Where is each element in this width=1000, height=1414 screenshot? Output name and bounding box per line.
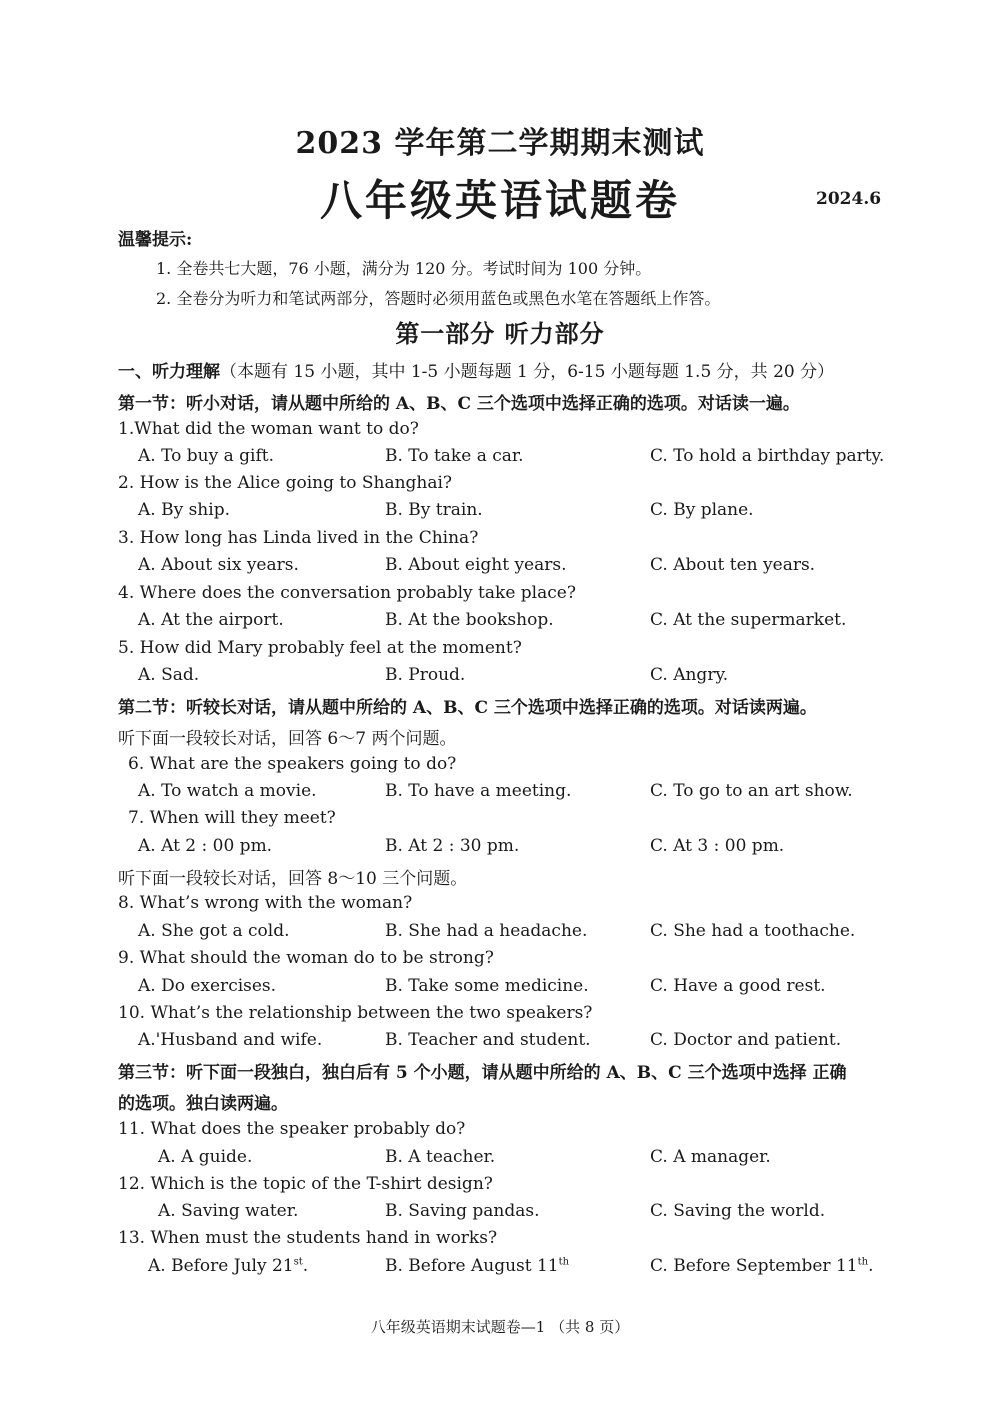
option-b: B. Saving pandas. — [385, 1201, 540, 1221]
tips-label: 温馨提示: — [118, 230, 193, 250]
question: 7. When will they meet? — [128, 808, 336, 828]
option-c: C. Angry. — [650, 665, 729, 685]
option-c: C. A manager. — [650, 1147, 771, 1167]
option-a: A. At the airport. — [138, 610, 284, 630]
option-c-text: C. Before September 11 — [650, 1256, 858, 1276]
option-b: B. By train. — [385, 500, 483, 520]
question: 13. When must the students hand in works? — [118, 1228, 498, 1248]
tip-item: 2. 全卷分为听力和笔试两部分，答题时必须用蓝色或黑色水笔在答题纸上作答。 — [156, 289, 721, 308]
option-a-end: . — [302, 1256, 309, 1276]
question: 11. What does the speaker probably do? — [118, 1119, 466, 1139]
option-a: A. She got a cold. — [138, 921, 290, 941]
option-b: B. A teacher. — [385, 1147, 496, 1167]
option-b: B. At 2 : 30 pm. — [385, 836, 520, 856]
question: 8. What’s wrong with the woman? — [118, 893, 413, 913]
question: 1.What did the woman want to do? — [118, 419, 419, 439]
question: 4. Where does the conversation probably take place? — [118, 583, 576, 603]
option-c: C. At 3 : 00 pm. — [650, 836, 785, 856]
subsection-3: 第三节：听下面一段独白，独白后有 5 个小题，请从题中所给的 A、B、C 三个选项中选择 正确 — [118, 1063, 847, 1083]
option-b-text: B. Before August 11 — [385, 1256, 559, 1276]
option-c: C. She had a toothache. — [650, 921, 856, 941]
option-b — [385, 1256, 569, 1276]
option-c: C. Have a good rest. — [650, 976, 826, 996]
option-a: A. To buy a gift. — [138, 446, 274, 466]
option-a — [148, 1256, 308, 1276]
question: 3. How long has Linda lived in the China? — [118, 528, 479, 548]
option-c: C. At the supermarket. — [650, 610, 847, 630]
option-a: A. Saving water. — [158, 1201, 299, 1221]
option-a-text: A. Before July 21 — [148, 1256, 294, 1276]
option-b: B. She had a headache. — [385, 921, 588, 941]
option-c: C. By plane. — [650, 500, 754, 520]
option-a: A. A guide. — [158, 1147, 253, 1167]
question: 10. What’s the relationship between the two speakers? — [118, 1003, 593, 1023]
subsection-3-cont: 的选项。独白读两遍。 — [118, 1094, 288, 1114]
option-c: C. Doctor and patient. — [650, 1030, 842, 1050]
option-a: A. By ship. — [138, 500, 230, 520]
subsection-1: 第一节：听小对话，请从题中所给的 A、B、C 三个选项中选择正确的选项。对话读一遍。 — [118, 394, 800, 414]
option-a: A. About six years. — [138, 555, 299, 575]
option-a: A. Do exercises. — [138, 976, 277, 996]
option-a: A. To watch a movie. — [138, 781, 317, 801]
option-c: C. To go to an art show. — [650, 781, 853, 801]
exam-date: 2024.6 — [816, 189, 882, 209]
option-c-end: . — [868, 1256, 874, 1276]
option-b: B. Proud. — [385, 665, 466, 685]
option-b: B. To have a meeting. — [385, 781, 572, 801]
option-c: C. Saving the world. — [650, 1201, 826, 1221]
exam-title: 2023 学年第二学期期末测试 — [295, 126, 705, 161]
option-c: C. To hold a birthday party. — [650, 446, 885, 466]
tip-item: 1. 全卷共七大题，76 小题，满分为 120 分。考试时间为 100 分钟。 — [156, 259, 652, 278]
subsection-2: 第二节：听较长对话，请从题中所给的 A、B、C 三个选项中选择正确的选项。对话读两遍。 — [118, 698, 817, 718]
option-b: B. About eight years. — [385, 555, 567, 575]
option-b: B. Teacher and student. — [385, 1030, 591, 1050]
exam-subtitle: 八年级英语试题卷 — [319, 176, 680, 225]
option-c: C. About ten years. — [650, 555, 816, 575]
option-c-sup: th — [857, 1256, 869, 1268]
question: 2. How is the Alice going to Shanghai? — [118, 473, 453, 493]
option-a-sup: st — [293, 1256, 303, 1268]
option-b: B. Take some medicine. — [385, 976, 589, 996]
question: 12. Which is the topic of the T-shirt design? — [118, 1174, 493, 1194]
option-b: B. To take a car. — [385, 446, 524, 466]
subsection-note: 听下面一段较长对话，回答 8～10 三个问题。 — [118, 869, 468, 889]
question: 9. What should the woman do to be strong? — [118, 948, 494, 968]
page-footer: 八年级英语期末试题卷—1 （共 8 页） — [370, 1318, 630, 1336]
section-heading: 一、听力理解（本题有 15 小题，其中 1-5 小题每题 1 分，6-15 小题每题 1.5 分，共 20 分） — [118, 362, 835, 382]
question: 6. What are the speakers going to do? — [128, 754, 457, 774]
subsection-note: 听下面一段较长对话，回答 6～7 两个问题。 — [118, 729, 457, 749]
part-title: 第一部分 听力部分 — [395, 319, 605, 348]
option-a: A. Sad. — [138, 665, 200, 685]
option-b: B. At the bookshop. — [385, 610, 554, 630]
option-b-sup: th — [558, 1256, 570, 1268]
question: 5. How did Mary probably feel at the moment? — [118, 638, 522, 658]
option-a: A. At 2 : 00 pm. — [138, 836, 273, 856]
option-c — [650, 1256, 873, 1276]
option-a: A.'Husband and wife. — [138, 1030, 323, 1050]
